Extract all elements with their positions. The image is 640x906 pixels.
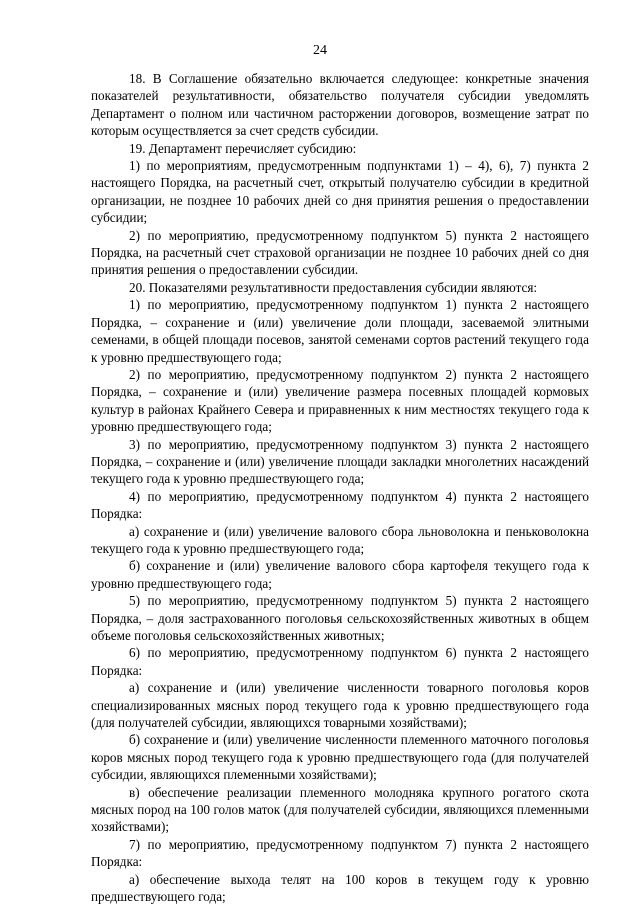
paragraph-19: 19. Департамент перечисляет субсидию: (129, 140, 357, 156)
page-number: 24 (313, 43, 327, 58)
paragraph-19-item-2: 2) по мероприятию, предусмотренному подпунктом 5) пункта 2 настоящего Порядка, на расчетный счет страховой организации не позднее 10 рабочих дней со дня принятия решения о предоставлении субсидии. (91, 227, 589, 278)
document-body (91, 70, 589, 906)
paragraph-20-item-1: 1) по мероприятию, предусмотренному подпунктом 1) пункта 2 настоящего Порядка, – сохранение и (или) увеличение доли площади, засеваемой элитными семенами, в общей площади посевов, занятой семенами сортов растений текущего года к уровню предшествующего года; (91, 297, 589, 365)
paragraph-20-item-5: 5) по мероприятию, предусмотренному подпунктом 5) пункта 2 настоящего Порядка, – доля застрахованного поголовья сельскохозяйственных животных в общем объеме поголовья сельскохозяйственных животных; (91, 593, 589, 643)
paragraph-19-item-1: 1) по мероприятиям, предусмотренным подпунктами 1) – 4), 6), 7) пункта 2 настоящего Порядка, на расчетный счет, открытый получателю субсидии в кредитной организации, не позднее 10 рабочих дней со дня принятия решения о предоставлении субсидии; (91, 158, 589, 226)
paragraph-20-item-7a: а) обеспечение выхода телят на 100 коров в текущем году к уровню предшествующего года; (91, 871, 589, 905)
paragraph-20-item-6c: в) обеспечение реализации племенного молодняка крупного рогатого скота мясных пород на 100 голов маток (для получателей субсидии, являющихся племенными хозяйствами); (91, 784, 589, 835)
paragraph-20-item-6b: б) сохранение и (или) увеличение численности племенного маточного поголовья коров мясных пород текущего года к уровню предшествующего года (для получателей субсидии, являющихся племенными хозяйствами); (91, 732, 589, 783)
paragraph-20-item-2: 2) по мероприятию, предусмотренному подпунктом 2) пункта 2 настоящего Порядка, – сохранение и (или) увеличение размера посевных площадей кормовых культур в районах Крайнего Севера и приравненных к ним местностях текущего года к уровню предшествующего года; (91, 366, 589, 435)
paragraph-20-item-7: 7) по мероприятию, предусмотренному подпунктом 7) пункта 2 настоящего Порядка: (91, 836, 589, 870)
paragraph-20-item-4b: б) сохранение и (или) увеличение валового сбора картофеля текущего года к уровню предшествующего года; (91, 558, 589, 591)
paragraph-20-item-4a: а) сохранение и (или) увеличение валового сбора льноволокна и пеньковолокна текущего года к уровню предшествующего года; (91, 523, 589, 556)
paragraph-20-item-6a: а) сохранение и (или) увеличение численности товарного поголовья коров специализированных мясных пород текущего года к уровню предшествующего года (для получателей субсидии, являющихся товарными хозяйствами); (91, 680, 589, 731)
paragraph-20-item-3: 3) по мероприятию, предусмотренному подпунктом 3) пункта 2 настоящего Порядка, – сохранение и (или) увеличение площади закладки многолетних насаждений текущего года к уровню предшествующего года; (91, 436, 589, 487)
paragraph-20-item-4: 4) по мероприятию, предусмотренному подпунктом 4) пункта 2 настоящего Порядка: (91, 488, 589, 522)
paragraph-20: 20. Показателями результативности предоставления субсидии являются: (129, 279, 538, 295)
paragraph-18: 18. В Соглашение обязательно включается следующее: конкретные значения показателей результативности, обязательство получателя субсидии уведомлять Департамент о полном или частичном расторжении договоров, возмещение затрат по которым осуществляется за счет средств субсидии. (91, 71, 589, 139)
paragraph-20-item-6: 6) по мероприятию, предусмотренному подпунктом 6) пункта 2 настоящего Порядка: (91, 645, 589, 678)
